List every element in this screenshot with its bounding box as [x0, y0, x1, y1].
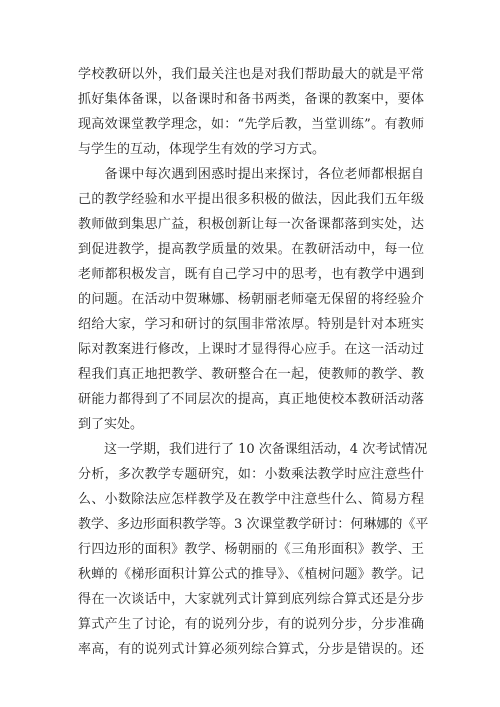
text-line: 研能力都得到了不同层次的提高，真正地使校本教研活动落: [78, 392, 424, 407]
text-line: 己的教学经验和水平提出很多积极的做法，因此我们五年级: [78, 192, 424, 207]
text-line: 率高，有的说列式计算必须列综合算式，分步是错误的。还: [78, 642, 424, 657]
text-line: 秋蝉的《梯形面积计算公式的推导》、《植树问题》教学。记: [78, 567, 424, 582]
text-line: 到促进教学，提高教学质量的效果。在教研活动中，每一位: [78, 242, 424, 257]
text-line: 与学生的互动，体现学生有效的学习方式。: [78, 142, 326, 157]
text-line: 老师都积极发言，既有自己学习中的思考，也有教学中遇到: [78, 267, 424, 282]
paragraph-1: [78, 62, 424, 162]
text-line: 行四边形的面积》教学、杨朝丽的《三角形面积》教学、王: [78, 542, 424, 557]
text-line: 现高效课堂教学理念，如：“先学后教，当堂训练”。有教师: [78, 117, 424, 132]
paragraph-2: [78, 162, 424, 437]
text-line: 抓好集体备课，以备课时和备书两类，备课的教案中，要体: [78, 92, 424, 107]
text-line: 教师做到集思广益，积极创新让每一次备课都落到实处，达: [78, 217, 424, 232]
text-line: 么、小数除法应怎样教学及在教学中注意些什么、简易方程: [78, 492, 424, 507]
text-line: 到了实处。: [78, 417, 144, 432]
text-line: 际对教案进行修改，上课时才显得得心应手。在这一活动过: [78, 342, 424, 357]
text-line: 算式产生了讨论，有的说列分步，有的说列分步，分步准确: [78, 617, 424, 632]
text-line: 这一学期，我们进行了 10 次备课组活动，4 次考试情况: [78, 442, 428, 457]
text-line: 学校教研以外，我们最关注也是对我们帮助最大的就是平常: [78, 67, 424, 82]
text-line: 教学、多边形面积教学等。3 次课堂教学研讨：何琳娜的《平: [78, 517, 429, 532]
text-line: 备课中每次遇到困惑时提出来探讨，各位老师都根据自: [78, 167, 424, 182]
document-body: [78, 62, 429, 662]
paragraph-3: [78, 437, 429, 662]
text-line: 程我们真正地把教学、教研整合在一起，使教师的教学、教: [78, 367, 424, 382]
text-line: 绍给大家，学习和研讨的氛围非常浓厚。特别是针对本班实: [78, 317, 424, 332]
text-line: 的问题。在活动中贺琳娜、杨朝丽老师毫无保留的将经验介: [78, 292, 424, 307]
text-line: 得在一次谈话中，大家就列式计算到底列综合算式还是分步: [78, 592, 424, 607]
text-line: 分析，多次教学专题研究，如：小数乘法教学时应注意些什: [78, 467, 424, 482]
